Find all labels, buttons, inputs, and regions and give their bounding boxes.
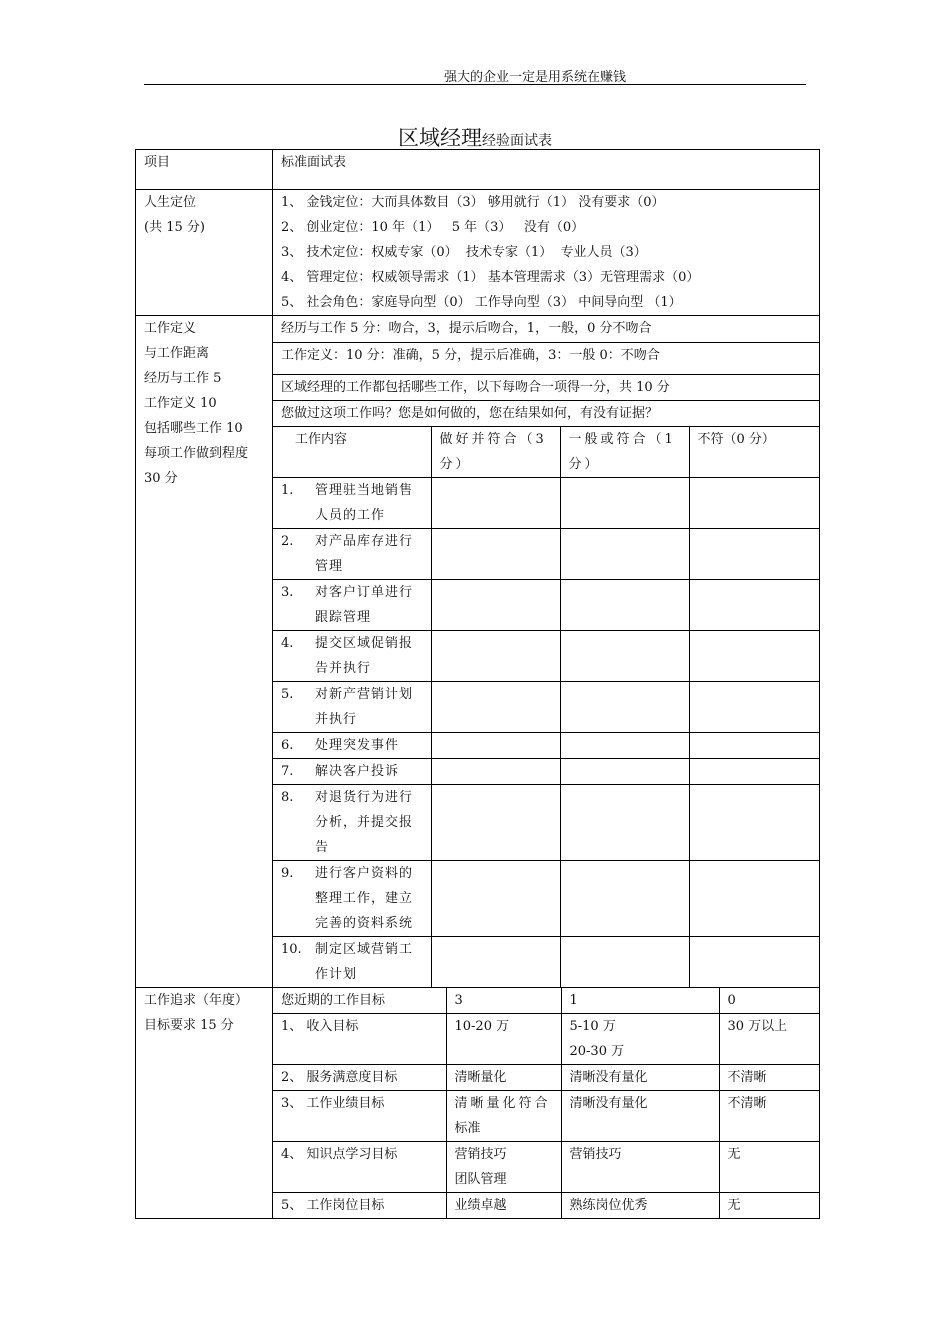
score-cell[interactable] [560, 936, 689, 987]
life-line: 1、 金钱定位：大而具体数目（3） 够用就行（1） 没有要求（0） [281, 195, 665, 210]
work-label-line: 每项工作做到程度 [144, 446, 249, 461]
score-cell[interactable] [689, 732, 819, 758]
item-number: 1. [281, 482, 294, 498]
item-text: 进行客户资料的整理工作，建立完善的资料系统 [315, 865, 414, 931]
goal-score-3: 清晰量化 [446, 1065, 561, 1091]
life-label-2: (共 15 分) [144, 220, 205, 235]
work-item [273, 758, 431, 784]
col-mismatch: 不符（0 分） [689, 426, 819, 477]
work-row-definition: 工作定义：10 分：准确，5 分，提示后准确，3：一般 0：不吻合 [273, 342, 819, 374]
header-slogan: 强大的企业一定是用系统在赚钱 [444, 70, 627, 85]
goal-name: 1、 收入目标 [273, 1014, 446, 1065]
goal-score-0: 不清晰 [719, 1065, 819, 1091]
goal-score-0: 无 [719, 1142, 819, 1193]
score-cell[interactable] [560, 860, 689, 936]
work-label-line: 与工作距离 [144, 346, 210, 361]
work-item [273, 732, 431, 758]
item-text: 对客户订单进行跟踪管理 [315, 584, 414, 625]
item-number: 8. [281, 789, 294, 805]
work-item [273, 630, 431, 681]
goal-score-3-line: 清晰量化符合 [454, 1096, 551, 1111]
goal-score-1: 清晰没有量化 [561, 1091, 719, 1142]
goal-label-1: 工作追求（年度） [144, 993, 249, 1008]
goal-name: 2、 服务满意度目标 [273, 1065, 446, 1091]
goal-detail [273, 988, 820, 1219]
score-cell[interactable] [431, 477, 560, 528]
score-cell[interactable] [560, 477, 689, 528]
life-line: 3、 技术定位：权威专家（0） 技术专家（1） 专业人员（3） [281, 245, 647, 260]
goal-score-1: 营销技巧 [561, 1142, 719, 1193]
item-number: 5. [281, 686, 294, 702]
goal-name: 3、 工作业绩目标 [273, 1091, 446, 1142]
item-text: 管理驻当地销售人员的工作 [315, 482, 414, 523]
score-cell[interactable] [689, 579, 819, 630]
item-text: 对产品库存进行管理 [315, 533, 414, 574]
goal-score-0: 不清晰 [719, 1091, 819, 1142]
item-number: 2. [281, 533, 294, 549]
life-criteria [273, 190, 820, 316]
goal-score-0: 无 [719, 1193, 819, 1219]
score-cell[interactable] [689, 630, 819, 681]
score-cell[interactable] [689, 784, 819, 860]
work-item [273, 860, 431, 936]
item-text: 提交区域促销报告并执行 [315, 635, 414, 676]
goal-score-1-line: 20-30 万 [569, 1044, 625, 1059]
work-label [136, 316, 273, 988]
score-cell[interactable] [689, 477, 819, 528]
item-number: 7. [281, 763, 294, 779]
score-cell[interactable] [689, 528, 819, 579]
goal-head-target: 您近期的工作目标 [273, 988, 446, 1014]
item-number: 9. [281, 865, 294, 881]
goal-score-1 [561, 1014, 719, 1065]
score-cell[interactable] [431, 936, 560, 987]
work-detail [273, 316, 820, 988]
life-line: 2、 创业定位：10 年（1） 5 年（3） 没有（0） [281, 220, 585, 235]
score-cell[interactable] [431, 681, 560, 732]
goal-score-3-line: 标准 [454, 1121, 481, 1136]
item-text: 对新产营销计划并执行 [315, 686, 414, 727]
goal-score-1: 熟练岗位优秀 [561, 1193, 719, 1219]
score-cell[interactable] [431, 528, 560, 579]
work-item [273, 528, 431, 579]
score-cell[interactable] [689, 860, 819, 936]
goal-score-3-line: 团队管理 [454, 1172, 507, 1187]
item-number: 3. [281, 584, 294, 600]
score-cell[interactable] [431, 860, 560, 936]
score-cell[interactable] [560, 732, 689, 758]
life-label [136, 190, 273, 316]
item-number: 4. [281, 635, 294, 651]
work-item [273, 936, 431, 987]
goal-label-2: 目标要求 15 分 [144, 1018, 234, 1033]
score-cell[interactable] [689, 758, 819, 784]
work-row-scope: 区域经理的工作都包括哪些工作，以下每吻合一项得一分，共 10 分 [273, 374, 819, 400]
title-suffix: 经验面试表 [482, 133, 552, 149]
work-label-line: 经历与工作 5 [144, 371, 222, 386]
work-label-line: 工作定义 10 [144, 396, 217, 411]
col-good: 做好并符合（3分） [431, 426, 560, 477]
head-standard: 标准面试表 [273, 150, 820, 190]
score-cell[interactable] [560, 758, 689, 784]
goal-head-0: 0 [719, 988, 819, 1014]
work-subtable [273, 316, 819, 987]
work-label-line: 工作定义 [144, 321, 197, 336]
score-cell[interactable] [560, 528, 689, 579]
life-label-1: 人生定位 [144, 195, 197, 210]
goal-score-3 [446, 1142, 561, 1193]
goal-label [136, 988, 273, 1219]
score-cell[interactable] [431, 784, 560, 860]
work-item [273, 579, 431, 630]
work-item [273, 784, 431, 860]
score-cell[interactable] [431, 732, 560, 758]
score-cell[interactable] [689, 681, 819, 732]
score-cell[interactable] [560, 681, 689, 732]
work-row-experience: 经历与工作 5 分：吻合，3，提示后吻合，1，一般，0 分不吻合 [273, 316, 819, 342]
goal-score-3: 业绩卓越 [446, 1193, 561, 1219]
goal-name: 4、 知识点学习目标 [273, 1142, 446, 1193]
goal-score-1-line: 5-10 万 [569, 1019, 616, 1034]
page-title [0, 122, 950, 152]
goal-head-1: 1 [561, 988, 719, 1014]
item-text: 解决客户投诉 [315, 763, 400, 779]
score-cell[interactable] [560, 784, 689, 860]
col-work-content: 工作内容 [273, 426, 431, 477]
item-text: 处理突发事件 [315, 737, 400, 753]
item-text: 制定区域营销工作计划 [315, 941, 414, 982]
col-average: 一般或符合（1分） [560, 426, 689, 477]
work-item [273, 477, 431, 528]
work-row-question: 您做过这项工作吗？您是如何做的，您在结果如何，有没有证据？ [273, 400, 819, 426]
interview-table [135, 149, 820, 1219]
item-number: 6. [281, 737, 294, 753]
score-cell[interactable] [431, 579, 560, 630]
score-cell[interactable] [689, 936, 819, 987]
life-line: 5、 社会角色：家庭导向型（0） 工作导向型（3） 中间导向型 （1） [281, 295, 682, 310]
goal-subtable [273, 988, 819, 1218]
work-label-line: 包括哪些工作 10 [144, 421, 243, 436]
score-cell[interactable] [560, 630, 689, 681]
goal-score-3: 10-20 万 [446, 1014, 561, 1065]
work-label-line: 30 分 [144, 471, 178, 486]
goal-head-3: 3 [446, 988, 561, 1014]
goal-name: 5、 工作岗位目标 [273, 1193, 446, 1219]
life-line: 4、 管理定位：权威领导需求（1） 基本管理需求（3）无管理需求（0） [281, 270, 700, 285]
item-text: 对退货行为进行分析，并提交报告 [315, 789, 414, 855]
score-cell[interactable] [560, 579, 689, 630]
goal-score-0: 30 万以上 [719, 1014, 819, 1065]
score-cell[interactable] [431, 758, 560, 784]
goal-score-3-line: 营销技巧 [454, 1147, 507, 1162]
work-item [273, 681, 431, 732]
score-cell[interactable] [431, 630, 560, 681]
goal-score-3 [446, 1091, 561, 1142]
item-number: 10. [281, 941, 302, 957]
title-main: 区域经理 [398, 126, 482, 150]
goal-score-1: 清晰没有量化 [561, 1065, 719, 1091]
head-item: 项目 [136, 150, 273, 190]
page-header [144, 64, 806, 85]
